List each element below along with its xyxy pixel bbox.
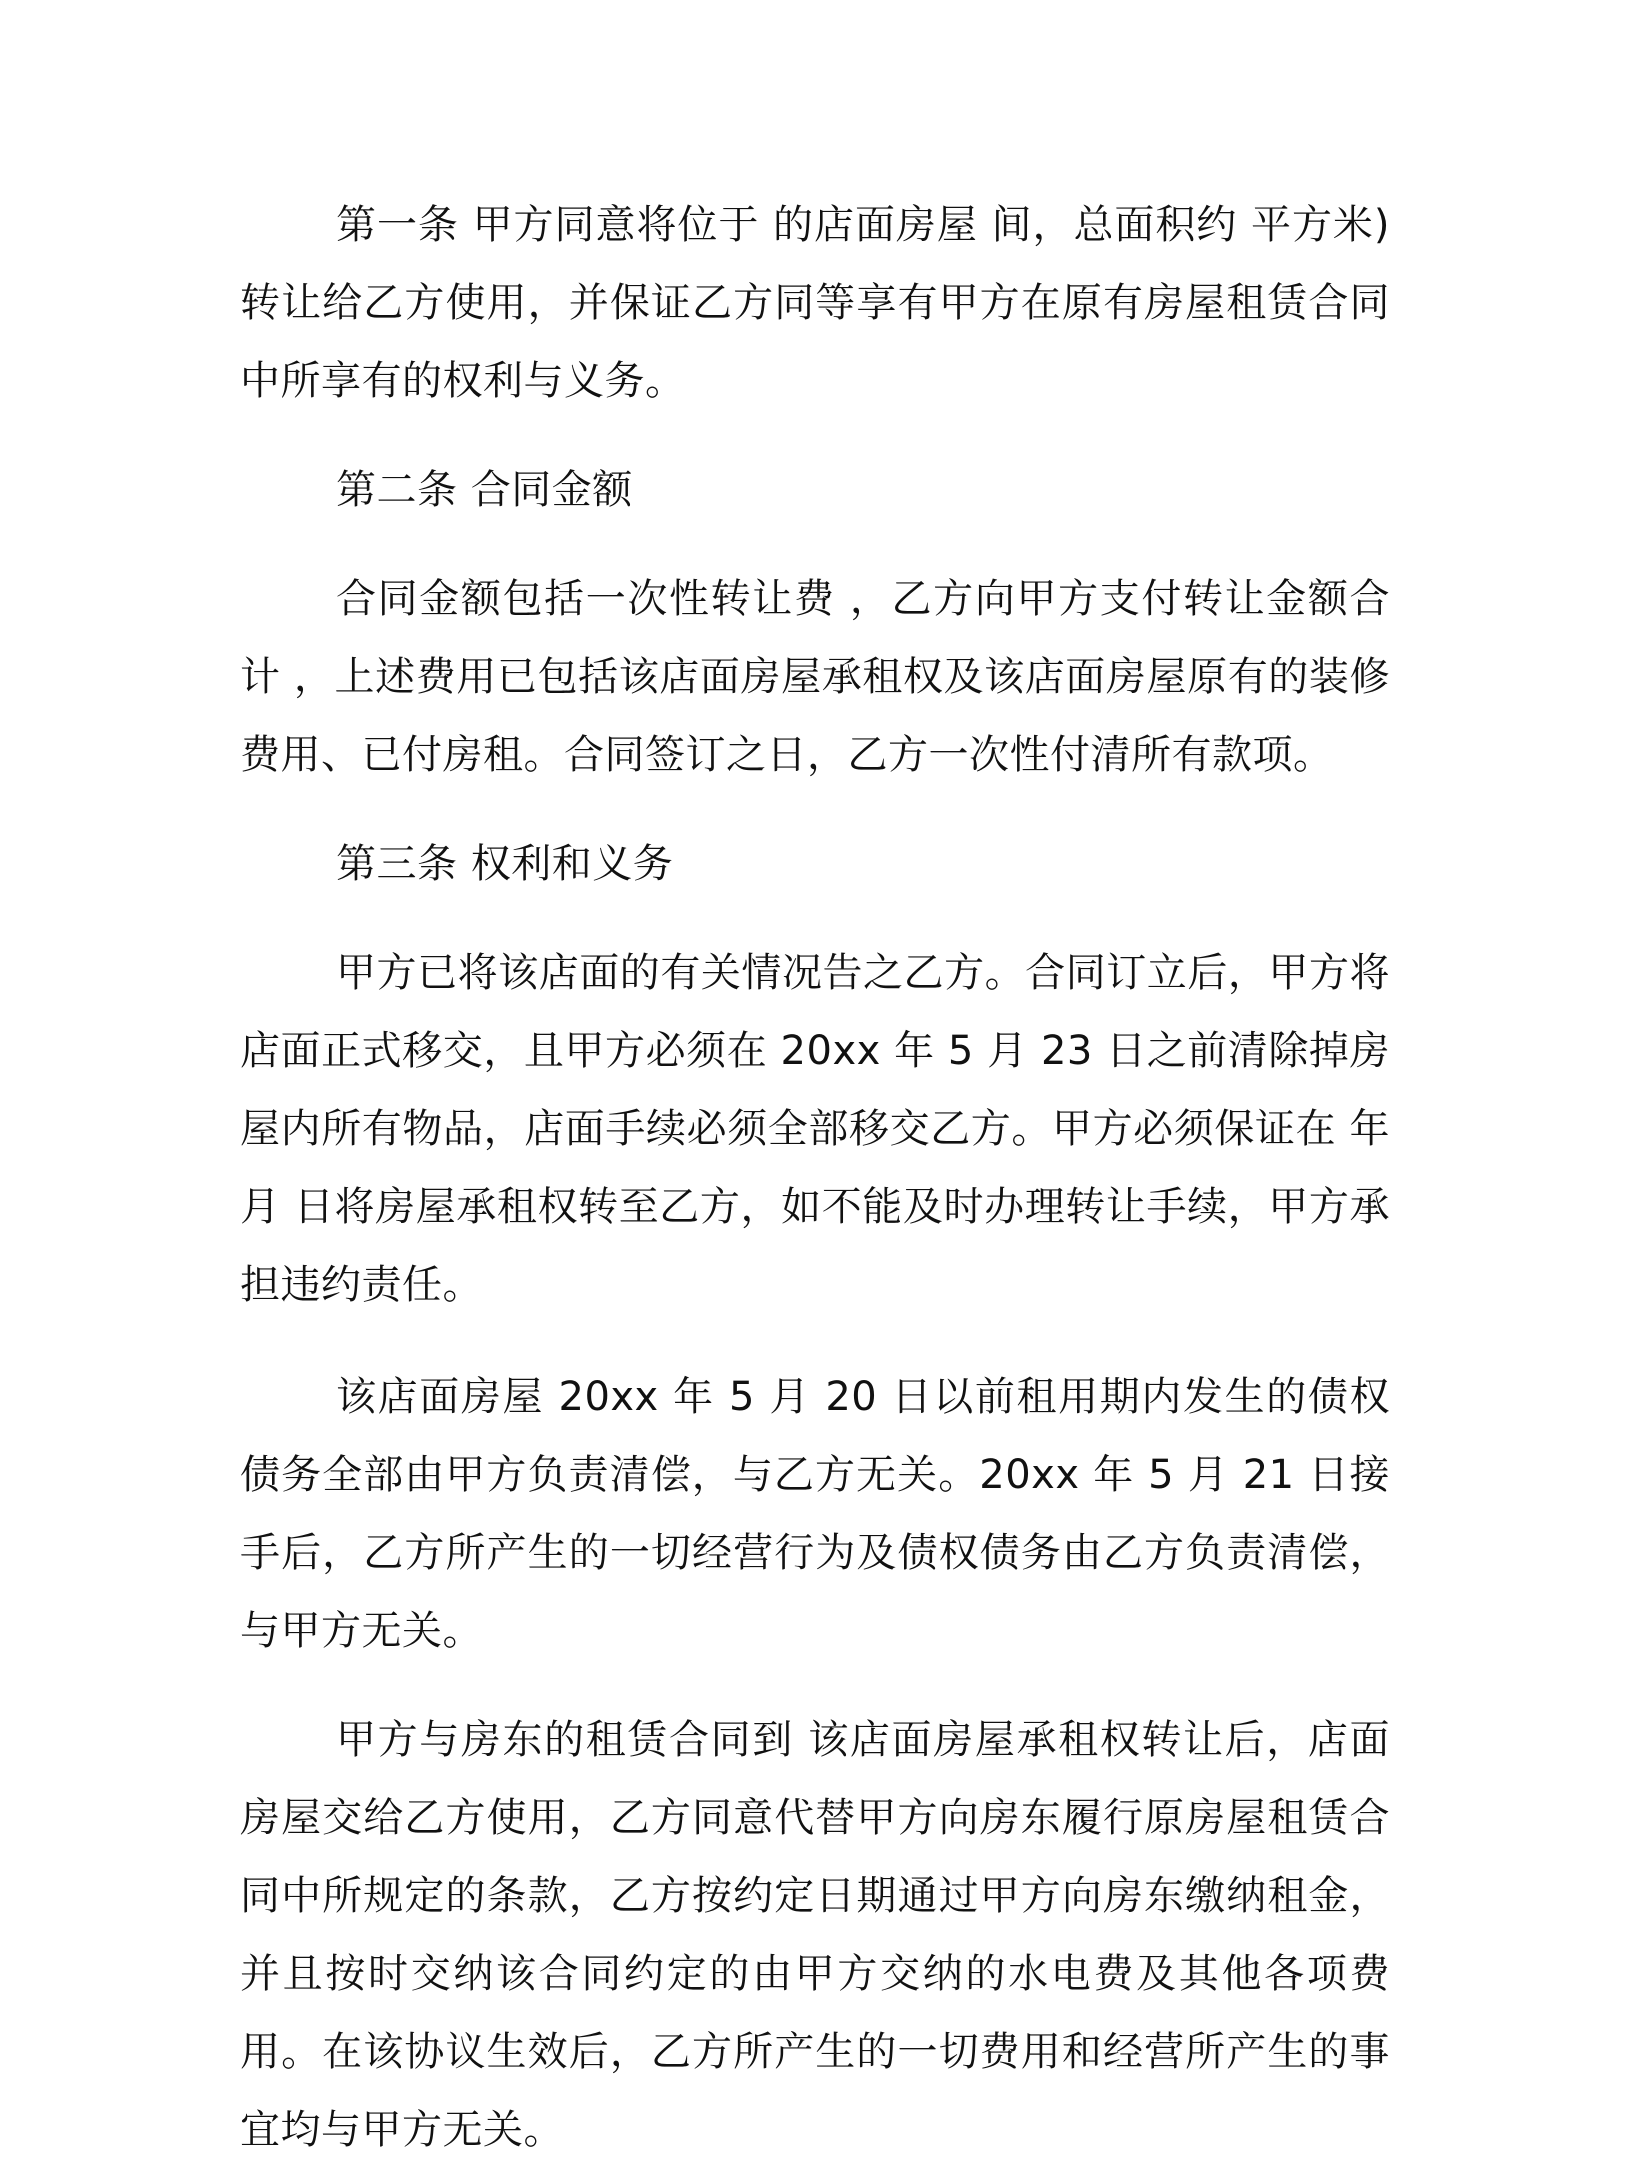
article-1-paragraph: 第一条 甲方同意将位于 的店面房屋 间，总面积约 平方米)转让给乙方使用，并保证乙方同等享有甲方在原有房屋租赁合同中所享有的权利与义务。 (240, 202, 1390, 404)
article-3-paragraph-1: 甲方已将该店面的有关情况告之乙方。合同订立后，甲方将店面正式移交，且甲方必须在 20xx 年 5 月 23 日之前清除掉房屋内所有物品，店面手续必须全部移交乙方。甲方必须保证在 年 月 日将房屋承租权转至乙方，如不能及时办理转让手续，甲方承担违约责任。 (240, 950, 1390, 1308)
article-3-paragraph-2: 该店面房屋 20xx 年 5 月 20 日以前租用期内发生的债权债务全部由甲方负责清偿，与乙方无关。20xx 年 5 月 21 日接手后，乙方所产生的一切经营行为及债权债务由乙方负责清偿，与甲方无关。 (240, 1374, 1390, 1654)
article-3-heading: 第三条 权利和义务 (336, 841, 674, 887)
article-2-heading: 第二条 合同金额 (336, 467, 633, 513)
article-2-paragraph: 合同金额包括一次性转让费 ，乙方向甲方支付转让金额合计 ，上述费用已包括该店面房屋承租权及该店面房屋原有的装修费用、已付房租。合同签订之日，乙方一次性付清所有款项。 (240, 576, 1390, 778)
document-body (240, 186, 1390, 2169)
article-3-paragraph-3: 甲方与房东的租赁合同到 该店面房屋承租权转让后，店面房屋交给乙方使用，乙方同意代替甲方向房东履行原房屋租赁合同中所规定的条款，乙方按约定日期通过甲方向房东缴纳租金，并且按时交纳该合同约定的由甲方交纳的水电费及其他各项费用。在该协议生效后，乙方所产生的一切费用和经营所产生的事宜均与甲方无关。 (240, 1717, 1390, 2153)
